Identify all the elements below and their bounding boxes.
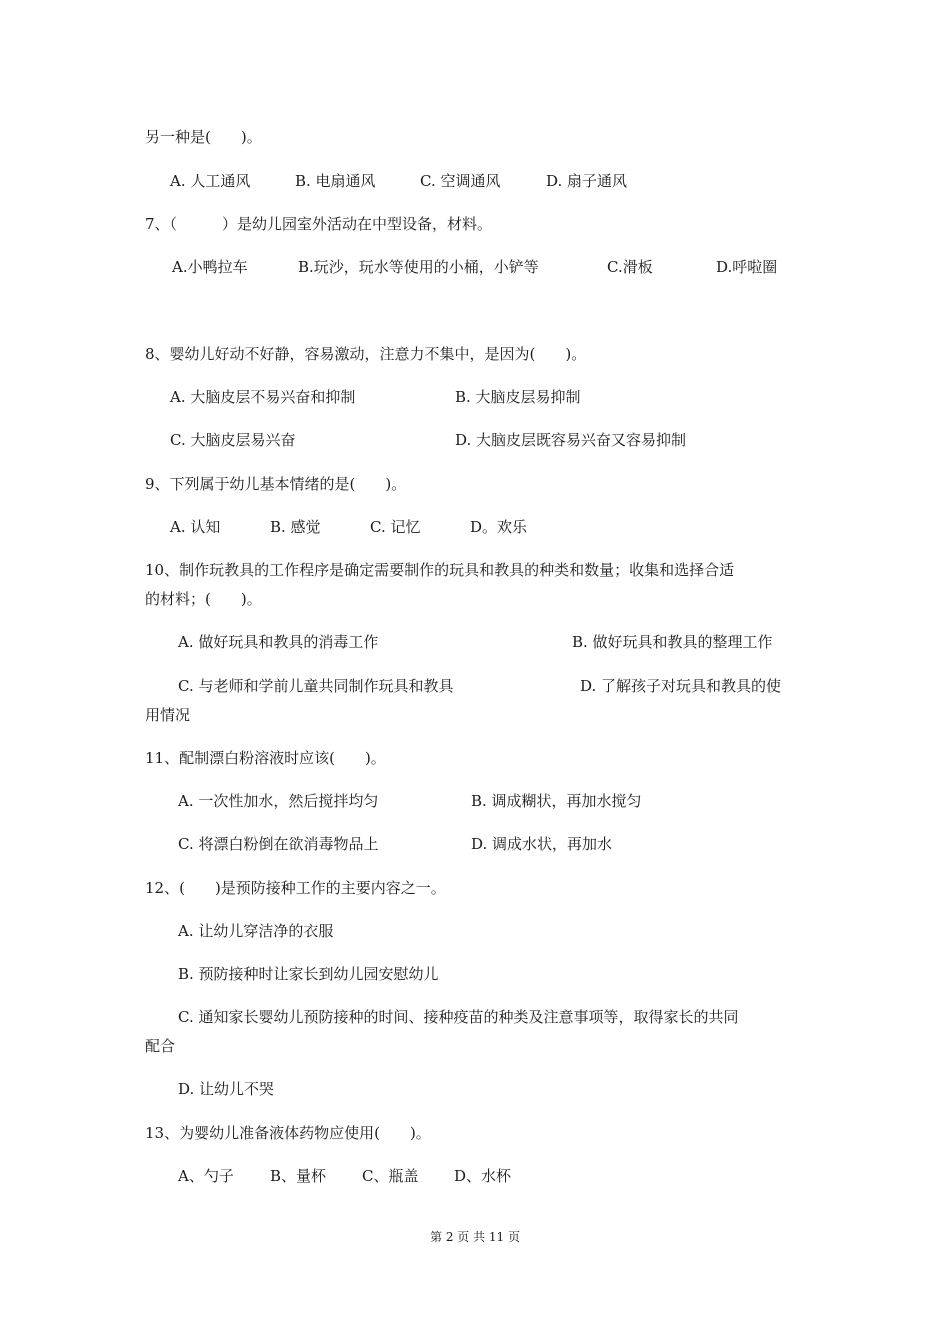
q7-option-c: C.滑板 [607,258,653,276]
q10-stem-line1: 10、制作玩教具的工作程序是确定需要制作的玩具和教具的种类和数量；收集和选择合适 [145,561,735,579]
q11-option-c: C. 将漂白粉倒在欲消毒物品上 [178,835,379,853]
q8-option-a: A. 大脑皮层不易兴奋和抑制 [170,388,356,406]
q10-option-a: A. 做好玩具和教具的消毒工作 [178,633,379,651]
q12-option-a: A. 让幼儿穿洁净的衣服 [178,922,334,940]
q10-stem-line2: 的材料；( )。 [145,590,262,608]
q7-option-b: B.玩沙，玩水等使用的小桶，小铲等 [298,258,539,276]
q13-option-b: B、量杯 [270,1167,327,1185]
q11-stem: 11、配制漂白粉溶液时应该( )。 [145,749,386,767]
q11-option-d: D. 调成水状，再加水 [471,835,613,853]
q13-stem: 13、为婴幼儿准备液体药物应使用( )。 [145,1124,431,1142]
q8-option-b: B. 大脑皮层易抑制 [455,388,581,406]
q9-option-b: B. 感觉 [270,518,321,536]
page-footer: 第 2 页 共 11 页 [430,1230,520,1244]
q12-option-c-line2: 配合 [145,1037,176,1055]
q10-option-d: D. 了解孩子对玩具和教具的使 [580,677,782,695]
q13-option-c: C、瓶盖 [362,1167,419,1185]
q11-option-b: B. 调成糊状，再加水搅匀 [471,792,642,810]
q13-option-d: D、水杯 [454,1167,512,1185]
q9-option-a: A. 认知 [170,518,221,536]
q10-option-d-continuation: 用情况 [145,706,191,724]
q10-option-b: B. 做好玩具和教具的整理工作 [572,633,773,651]
q12-option-c-line1: C. 通知家长婴幼儿预防接种的时间、接种疫苗的种类及注意事项等，取得家长的共同 [178,1008,739,1026]
q13-option-a: A、勺子 [178,1167,234,1185]
q12-option-b: B. 预防接种时让家长到幼儿园安慰幼儿 [178,965,439,983]
q8-option-d: D. 大脑皮层既容易兴奋又容易抑制 [455,431,687,449]
q11-option-a: A. 一次性加水，然后搅拌均匀 [178,792,379,810]
q12-stem: 12、( )是预防接种工作的主要内容之一。 [145,879,446,897]
q6-option-b: B. 电扇通风 [295,172,376,190]
q9-option-d: D。欢乐 [470,518,528,536]
q7-option-d: D.呼啦圈 [716,258,778,276]
q7-stem: 7、（ ）是幼儿园室外活动在中型设备，材料。 [145,215,493,233]
q6-option-d: D. 扇子通风 [546,172,628,190]
q8-stem: 8、婴幼儿好动不好静，容易激动，注意力不集中，是因为( )。 [145,345,587,363]
q7-option-a: A.小鸭拉车 [172,258,248,276]
q8-option-c: C. 大脑皮层易兴奋 [170,431,296,449]
q6-option-c: C. 空调通风 [420,172,501,190]
q6-stem-continuation: 另一种是( )。 [145,128,262,146]
q12-option-d: D. 让幼儿不哭 [178,1080,275,1098]
q6-option-a: A. 人工通风 [170,172,251,190]
q10-option-c: C. 与老师和学前儿童共同制作玩具和教具 [178,677,454,695]
q9-stem: 9、下列属于幼儿基本情绪的是( )。 [145,475,407,493]
q9-option-c: C. 记忆 [370,518,421,536]
